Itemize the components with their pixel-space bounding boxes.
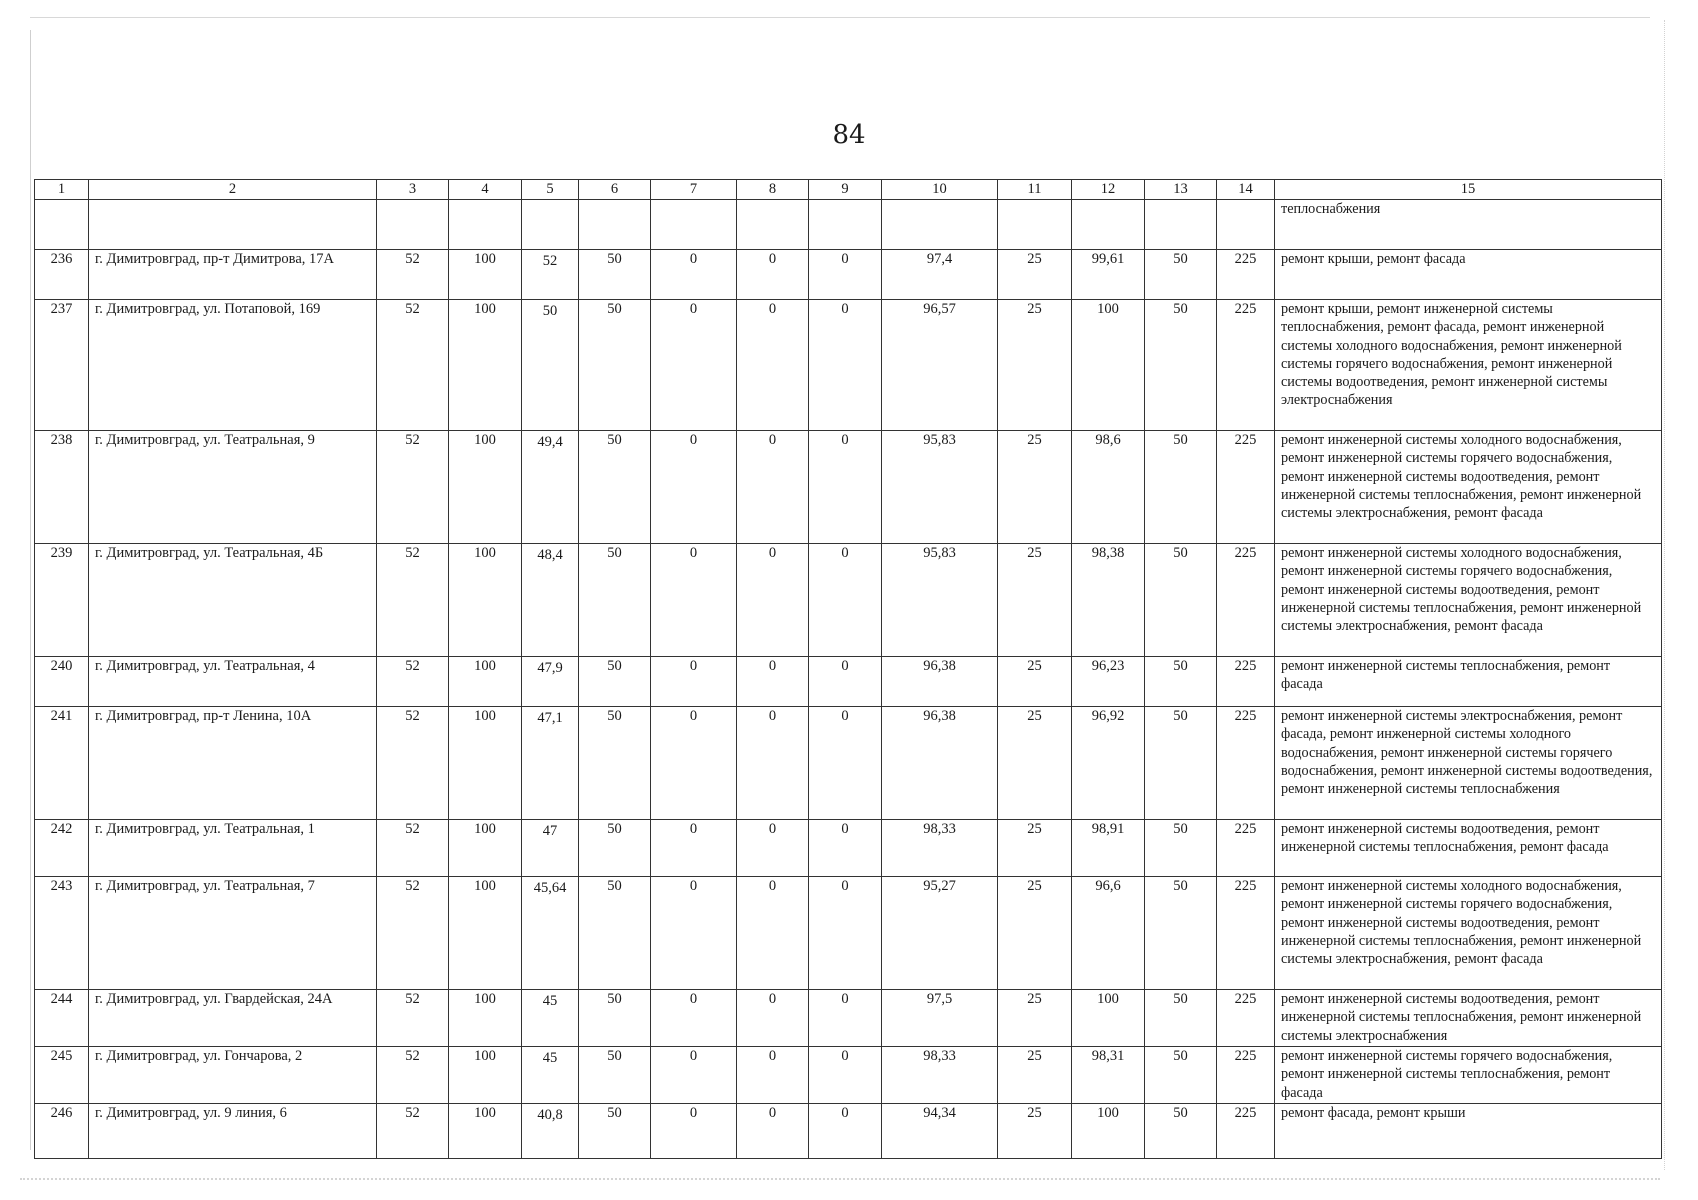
works-description: ремонт инженерной системы холодного водоснабжения, ремонт инженерной системы горячего водоснабжения, ремонт инженерной системы водоотведения, ремонт инженерной системы теплоснабжения, ремонт инженерной системы электроснабжения, ремонт фасада	[1275, 431, 1662, 544]
col-7-value: 0	[651, 990, 737, 1047]
col-6-value: 50	[579, 1104, 651, 1159]
col-4-value: 100	[449, 431, 522, 544]
col-13-value: 50	[1145, 431, 1217, 544]
works-description: ремонт инженерной системы холодного водоснабжения, ремонт инженерной системы горячего водоснабжения, ремонт инженерной системы водоотведения, ремонт инженерной системы теплоснабжения, ремонт инженерной системы электроснабжения, ремонт фасада	[1275, 544, 1662, 657]
col-7-value: 0	[651, 1047, 737, 1104]
col-9-value: 0	[809, 657, 882, 707]
col-13-value: 50	[1145, 1104, 1217, 1159]
row-number: 246	[35, 1104, 89, 1159]
table-row	[35, 877, 1662, 990]
continuation-text: теплоснабжения	[1275, 200, 1662, 250]
col-11-value: 25	[998, 250, 1072, 300]
col-6-value: 50	[579, 820, 651, 877]
col-3-value: 52	[377, 1047, 449, 1104]
table-row	[35, 1104, 1662, 1159]
column-header: 7	[651, 180, 737, 200]
col-13-value: 50	[1145, 250, 1217, 300]
works-description: ремонт инженерной системы водоотведения, ремонт инженерной системы теплоснабжения, ремонт инженерной системы электроснабжения	[1275, 990, 1662, 1047]
col-7-value: 0	[651, 544, 737, 657]
column-header: 5	[522, 180, 579, 200]
col-8-value: 0	[737, 300, 809, 431]
row-number: 243	[35, 877, 89, 990]
col-3-value: 52	[377, 544, 449, 657]
address: г. Димитровград, пр-т Димитрова, 17А	[89, 250, 377, 300]
col-9-value: 0	[809, 707, 882, 820]
col-14-value: 225	[1217, 300, 1275, 431]
col-4-value: 100	[449, 300, 522, 431]
col-12-value: 96,6	[1072, 877, 1145, 990]
col-14-value: 225	[1217, 657, 1275, 707]
works-description: ремонт фасада, ремонт крыши	[1275, 1104, 1662, 1159]
col-3-value: 52	[377, 250, 449, 300]
col-14-value: 225	[1217, 1047, 1275, 1104]
col-6-value: 50	[579, 250, 651, 300]
col-12-value: 96,23	[1072, 657, 1145, 707]
col-8-value: 0	[737, 431, 809, 544]
col-3-value: 52	[377, 300, 449, 431]
address: г. Димитровград, ул. Потаповой, 169	[89, 300, 377, 431]
col-5-value: 45	[522, 1047, 579, 1104]
col-3-value: 52	[377, 820, 449, 877]
col-5-value: 49,4	[522, 431, 579, 544]
col-7-value: 0	[651, 707, 737, 820]
col-9-value: 0	[809, 431, 882, 544]
col-10-value: 98,33	[882, 1047, 998, 1104]
col-6-value: 50	[579, 1047, 651, 1104]
col-11-value: 25	[998, 1047, 1072, 1104]
col-14-value: 225	[1217, 1104, 1275, 1159]
col-9-value: 0	[809, 1104, 882, 1159]
col-7-value: 0	[651, 431, 737, 544]
column-header: 2	[89, 180, 377, 200]
row-number: 238	[35, 431, 89, 544]
row-number: 237	[35, 300, 89, 431]
col-11-value: 25	[998, 300, 1072, 431]
table-row	[35, 300, 1662, 431]
table-row	[35, 431, 1662, 544]
col-4-value: 100	[449, 877, 522, 990]
col-10-value: 95,27	[882, 877, 998, 990]
col-14-value: 225	[1217, 544, 1275, 657]
row-number: 240	[35, 657, 89, 707]
col-14-value: 225	[1217, 250, 1275, 300]
col-9-value: 0	[809, 990, 882, 1047]
scan-edge-left	[30, 30, 31, 1150]
col-4-value: 100	[449, 657, 522, 707]
col-8-value: 0	[737, 1104, 809, 1159]
col-6-value: 50	[579, 544, 651, 657]
table-row	[35, 820, 1662, 877]
column-header: 3	[377, 180, 449, 200]
works-description: ремонт крыши, ремонт фасада	[1275, 250, 1662, 300]
col-10-value: 94,34	[882, 1104, 998, 1159]
works-description: ремонт инженерной системы электроснабжения, ремонт фасада, ремонт инженерной системы холодного водоснабжения, ремонт инженерной системы горячего водоснабжения, ремонт инженерной системы водоотведения, ремонт инженерной системы теплоснабжения	[1275, 707, 1662, 820]
col-7-value: 0	[651, 877, 737, 990]
row-number: 236	[35, 250, 89, 300]
col-3-value: 52	[377, 657, 449, 707]
col-7-value: 0	[651, 1104, 737, 1159]
col-10-value: 97,4	[882, 250, 998, 300]
col-10-value: 95,83	[882, 431, 998, 544]
col-4-value: 100	[449, 1104, 522, 1159]
table-row	[35, 657, 1662, 707]
col-14-value: 225	[1217, 707, 1275, 820]
col-12-value: 98,31	[1072, 1047, 1145, 1104]
col-8-value: 0	[737, 250, 809, 300]
works-description: ремонт инженерной системы теплоснабжения, ремонт фасада	[1275, 657, 1662, 707]
scan-edge-right	[1664, 20, 1665, 1170]
address: г. Димитровград, ул. Театральная, 7	[89, 877, 377, 990]
scan-edge-top	[30, 17, 1650, 18]
col-12-value: 96,92	[1072, 707, 1145, 820]
table-row	[35, 544, 1662, 657]
column-header: 1	[35, 180, 89, 200]
page-number: 84	[832, 120, 866, 150]
col-13-value: 50	[1145, 877, 1217, 990]
col-4-value: 100	[449, 707, 522, 820]
col-9-value: 0	[809, 877, 882, 990]
col-9-value: 0	[809, 300, 882, 431]
col-14-value: 225	[1217, 877, 1275, 990]
col-11-value: 25	[998, 877, 1072, 990]
col-8-value: 0	[737, 877, 809, 990]
col-7-value: 0	[651, 300, 737, 431]
col-11-value: 25	[998, 990, 1072, 1047]
col-11-value: 25	[998, 544, 1072, 657]
col-8-value: 0	[737, 707, 809, 820]
col-4-value: 100	[449, 1047, 522, 1104]
col-3-value: 52	[377, 707, 449, 820]
col-14-value: 225	[1217, 431, 1275, 544]
col-5-value: 47,9	[522, 657, 579, 707]
col-10-value: 97,5	[882, 990, 998, 1047]
column-header: 6	[579, 180, 651, 200]
col-13-value: 50	[1145, 300, 1217, 431]
address: г. Димитровград, ул. Гвардейская, 24А	[89, 990, 377, 1047]
column-header: 14	[1217, 180, 1275, 200]
col-6-value: 50	[579, 657, 651, 707]
address: г. Димитровград, ул. Театральная, 1	[89, 820, 377, 877]
col-10-value: 96,38	[882, 657, 998, 707]
column-header: 13	[1145, 180, 1217, 200]
address: г. Димитровград, ул. 9 линия, 6	[89, 1104, 377, 1159]
col-13-value: 50	[1145, 544, 1217, 657]
column-header: 8	[737, 180, 809, 200]
col-8-value: 0	[737, 820, 809, 877]
col-12-value: 98,6	[1072, 431, 1145, 544]
col-7-value: 0	[651, 820, 737, 877]
col-3-value: 52	[377, 431, 449, 544]
col-7-value: 0	[651, 657, 737, 707]
col-12-value: 100	[1072, 1104, 1145, 1159]
row-number: 239	[35, 544, 89, 657]
col-5-value: 45,64	[522, 877, 579, 990]
col-8-value: 0	[737, 1047, 809, 1104]
row-number: 244	[35, 990, 89, 1047]
col-11-value: 25	[998, 1104, 1072, 1159]
column-header: 4	[449, 180, 522, 200]
col-4-value: 100	[449, 990, 522, 1047]
col-9-value: 0	[809, 820, 882, 877]
column-header: 11	[998, 180, 1072, 200]
col-5-value: 45	[522, 990, 579, 1047]
works-description: ремонт инженерной системы горячего водоснабжения, ремонт инженерной системы теплоснабжения, ремонт фасада	[1275, 1047, 1662, 1104]
col-5-value: 50	[522, 300, 579, 431]
col-4-value: 100	[449, 250, 522, 300]
col-9-value: 0	[809, 1047, 882, 1104]
col-13-value: 50	[1145, 707, 1217, 820]
address: г. Димитровград, пр-т Ленина, 10А	[89, 707, 377, 820]
table-row	[35, 1047, 1662, 1104]
address: г. Димитровград, ул. Театральная, 9	[89, 431, 377, 544]
table-row	[35, 250, 1662, 300]
continuation-row	[35, 200, 1662, 250]
col-5-value: 40,8	[522, 1104, 579, 1159]
col-8-value: 0	[737, 544, 809, 657]
col-6-value: 50	[579, 990, 651, 1047]
address: г. Димитровград, ул. Театральная, 4	[89, 657, 377, 707]
col-14-value: 225	[1217, 990, 1275, 1047]
col-11-value: 25	[998, 820, 1072, 877]
col-12-value: 100	[1072, 990, 1145, 1047]
col-8-value: 0	[737, 657, 809, 707]
col-10-value: 96,57	[882, 300, 998, 431]
row-number: 245	[35, 1047, 89, 1104]
col-6-value: 50	[579, 707, 651, 820]
col-13-value: 50	[1145, 990, 1217, 1047]
works-description: ремонт инженерной системы водоотведения, ремонт инженерной системы теплоснабжения, ремонт фасада	[1275, 820, 1662, 877]
column-header: 15	[1275, 180, 1662, 200]
col-4-value: 100	[449, 820, 522, 877]
col-6-value: 50	[579, 431, 651, 544]
col-12-value: 98,38	[1072, 544, 1145, 657]
col-3-value: 52	[377, 877, 449, 990]
address: г. Димитровград, ул. Гончарова, 2	[89, 1047, 377, 1104]
col-11-value: 25	[998, 431, 1072, 544]
col-9-value: 0	[809, 544, 882, 657]
col-9-value: 0	[809, 250, 882, 300]
col-5-value: 52	[522, 250, 579, 300]
address: г. Димитровград, ул. Театральная, 4Б	[89, 544, 377, 657]
column-header: 10	[882, 180, 998, 200]
col-10-value: 98,33	[882, 820, 998, 877]
data-table	[34, 179, 1662, 1159]
column-header: 12	[1072, 180, 1145, 200]
col-11-value: 25	[998, 707, 1072, 820]
row-number: 241	[35, 707, 89, 820]
col-8-value: 0	[737, 990, 809, 1047]
col-6-value: 50	[579, 300, 651, 431]
col-3-value: 52	[377, 990, 449, 1047]
col-7-value: 0	[651, 250, 737, 300]
col-12-value: 98,91	[1072, 820, 1145, 877]
col-11-value: 25	[998, 657, 1072, 707]
row-number: 242	[35, 820, 89, 877]
col-5-value: 47,1	[522, 707, 579, 820]
column-header-row	[35, 180, 1662, 200]
col-4-value: 100	[449, 544, 522, 657]
column-header: 9	[809, 180, 882, 200]
col-12-value: 100	[1072, 300, 1145, 431]
scan-edge-bottom	[20, 1178, 1660, 1180]
col-3-value: 52	[377, 1104, 449, 1159]
works-description: ремонт крыши, ремонт инженерной системы теплоснабжения, ремонт фасада, ремонт инженерной системы холодного водоснабжения, ремонт инженерной системы горячего водоснабжения, ремонт инженерной системы водоотведения, ремонт инженерной системы электроснабжения	[1275, 300, 1662, 431]
col-14-value: 225	[1217, 820, 1275, 877]
col-13-value: 50	[1145, 820, 1217, 877]
table-row	[35, 707, 1662, 820]
col-13-value: 50	[1145, 657, 1217, 707]
col-5-value: 48,4	[522, 544, 579, 657]
col-5-value: 47	[522, 820, 579, 877]
works-description: ремонт инженерной системы холодного водоснабжения, ремонт инженерной системы горячего водоснабжения, ремонт инженерной системы водоотведения, ремонт инженерной системы теплоснабжения, ремонт инженерной системы электроснабжения, ремонт фасада	[1275, 877, 1662, 990]
col-12-value: 99,61	[1072, 250, 1145, 300]
table-row	[35, 990, 1662, 1047]
col-10-value: 96,38	[882, 707, 998, 820]
col-6-value: 50	[579, 877, 651, 990]
col-13-value: 50	[1145, 1047, 1217, 1104]
col-10-value: 95,83	[882, 544, 998, 657]
